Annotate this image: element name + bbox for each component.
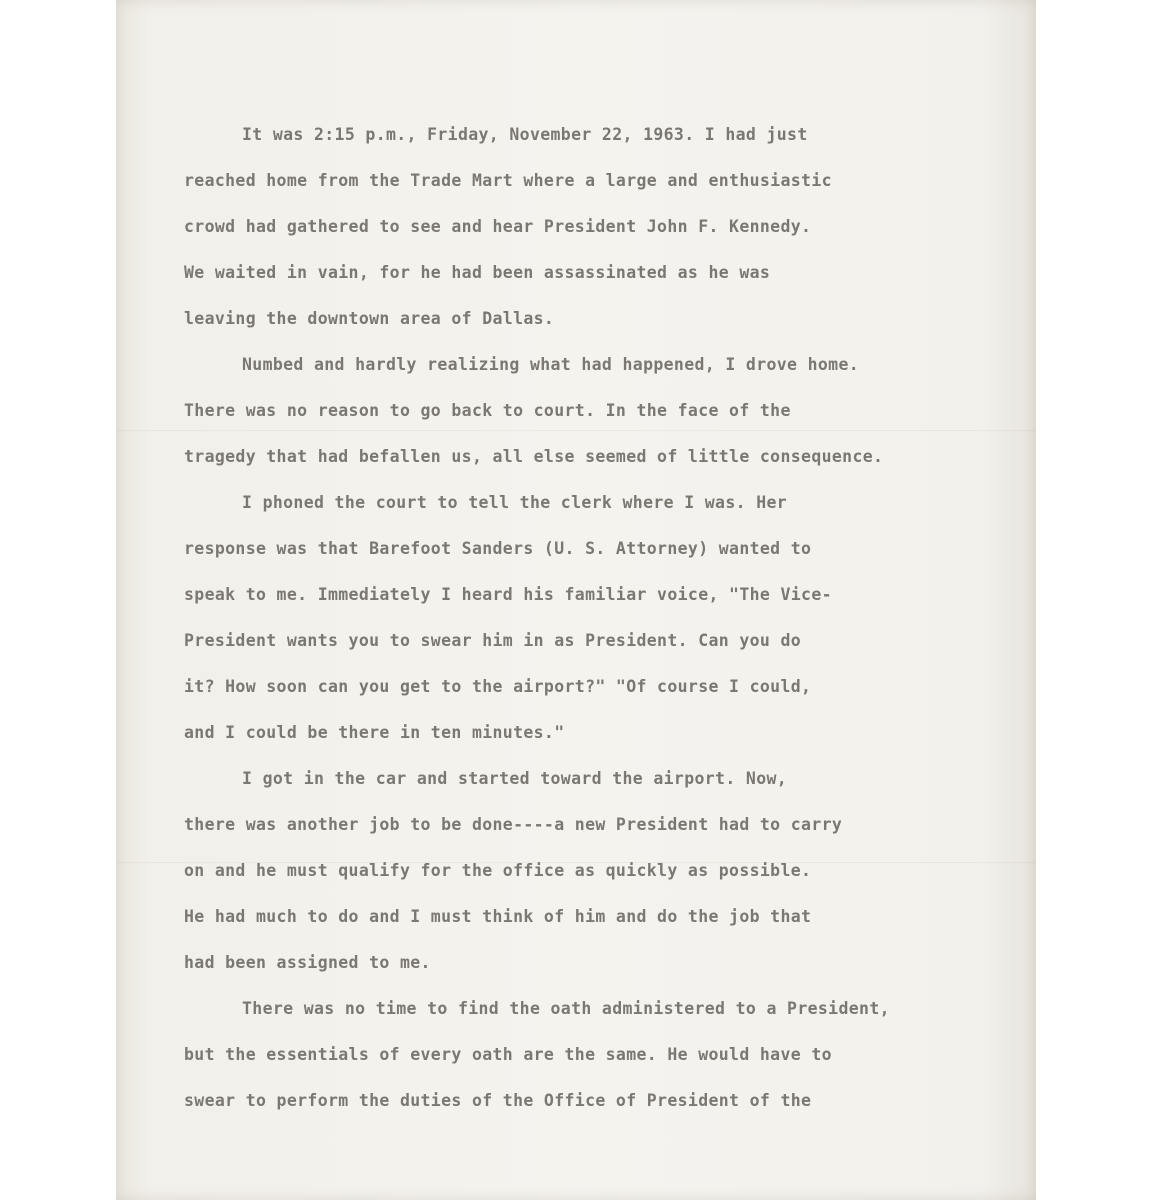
text-line: There was no time to find the oath administered to a President, bbox=[242, 999, 890, 1018]
text-line: tragedy that had befallen us, all else seemed of little consequence. bbox=[184, 447, 884, 466]
text-line: crowd had gathered to see and hear President John F. Kennedy. bbox=[184, 217, 812, 236]
text-line: had been assigned to me. bbox=[184, 953, 431, 972]
text-line: reached home from the Trade Mart where a large and enthusiastic bbox=[184, 171, 832, 190]
text-line: leaving the downtown area of Dallas. bbox=[184, 309, 555, 328]
text-line: I phoned the court to tell the clerk where I was. Her bbox=[242, 493, 788, 512]
text-line: We waited in vain, for he had been assassinated as he was bbox=[184, 263, 771, 282]
text-line: there was another job to be done----a new President had to carry bbox=[184, 815, 843, 834]
text-line: There was no reason to go back to court. In the face of the bbox=[184, 401, 791, 420]
text-line: response was that Barefoot Sanders (U. S. Attorney) wanted to bbox=[184, 539, 812, 558]
text-line: and I could be there in ten minutes." bbox=[184, 723, 565, 742]
text-line: on and he must qualify for the office as quickly as possible. bbox=[184, 861, 812, 880]
text-line: it? How soon can you get to the airport?" "Of course I could, bbox=[184, 677, 812, 696]
text-line: President wants you to swear him in as President. Can you do bbox=[184, 631, 802, 650]
text-line: I got in the car and started toward the airport. Now, bbox=[242, 769, 788, 788]
text-line: It was 2:15 p.m., Friday, November 22, 1963. I had just bbox=[242, 125, 808, 144]
text-line: speak to me. Immediately I heard his familiar voice, "The Vice- bbox=[184, 585, 832, 604]
text-line: swear to perform the duties of the Office of President of the bbox=[184, 1091, 812, 1110]
typewritten-text bbox=[184, 112, 1024, 1124]
text-line: He had much to do and I must think of him and do the job that bbox=[184, 907, 812, 926]
text-line: Numbed and hardly realizing what had happened, I drove home. bbox=[242, 355, 860, 374]
text-line: but the essentials of every oath are the same. He would have to bbox=[184, 1045, 832, 1064]
